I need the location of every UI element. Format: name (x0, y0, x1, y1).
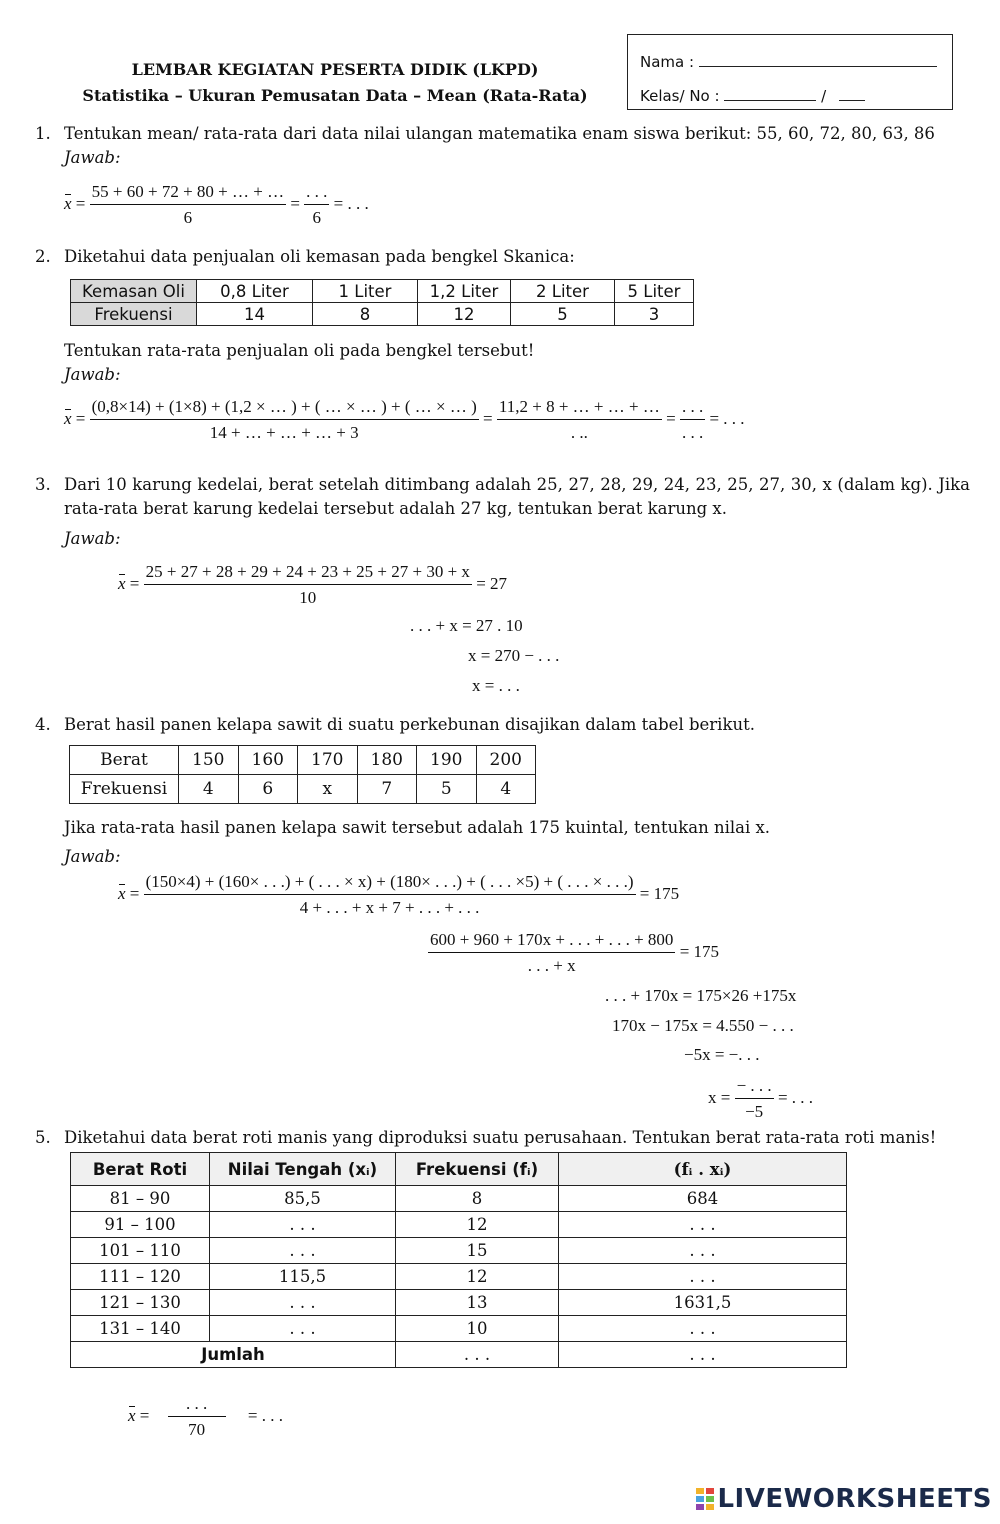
q4-step-4: x = $\frac{- . . .}{-5}$ = . . . (708, 1076, 814, 1121)
q2-denominator[interactable]: 14 + … + … + … + 3 (209, 423, 359, 442)
q4-denominator[interactable]: 4 + . . . + x + 7 + . . . + . . . (299, 898, 480, 917)
q4-question: Jika rata-rata hasil panen kelapa sawit tersebut adalah 175 kuintal, tentukan nilai x. (64, 818, 771, 837)
question-number: 2. (35, 247, 51, 266)
q5-result[interactable]: = . . . (247, 1405, 283, 1425)
q2-freq-answer[interactable]: . .. (570, 423, 588, 442)
table-row: 101 – 110 . . . 15 . . . (71, 1238, 847, 1264)
q2-question: Tentukan rata-rata penjualan oli pada bengkel tersebut! (64, 341, 535, 360)
mean-symbol: x (64, 193, 72, 213)
q3-numerator: 25 + 27 + 28 + 29 + 24 + 23 + 25 + 27 + 30 + x (144, 562, 472, 585)
q4-formula-2: $\frac{600 + 960 + 170x + . . . + . . . + 800}{. . . + x}$ = 175 (430, 930, 720, 975)
question-text: Diketahui data berat roti manis yang diproduksi suatu perusahaan. Tentukan berat rata-rata roti manis! (64, 1128, 937, 1147)
q2-sum-answer[interactable]: 11,2 + 8 + … + … + … (497, 397, 662, 420)
q4-step-2[interactable]: 170x − 175x = 4.550 − . . . (612, 1016, 794, 1035)
palm-harvest-table (69, 745, 536, 804)
table-row: 91 – 100 . . . 12 . . . (71, 1212, 847, 1238)
table-row: Frekuensi 14 8 12 5 3 (71, 303, 694, 326)
q4-step-3[interactable]: −5x = −. . . (684, 1045, 760, 1064)
nama-field[interactable] (699, 52, 937, 67)
q1-numerator[interactable]: 55 + 60 + 72 + 80 + … + … (90, 182, 286, 205)
table-row: 81 – 90 85,5 8 684 (71, 1186, 847, 1212)
q4-result[interactable]: = . . . (777, 1087, 814, 1107)
question-text: Tentukan mean/ rata-rata dari data nilai ulangan matematika enam siswa berikut: 55, 60, 72, 80, 63, 86 (64, 124, 935, 143)
total-frequency[interactable]: . . . (396, 1342, 559, 1368)
question-number: 5. (35, 1128, 51, 1147)
worksheet-title: LEMBAR KEGIATAN PESERTA DIDIK (LKPD) (131, 60, 539, 79)
q4-step-1[interactable]: . . . + 170x = 175×26 +175x (605, 986, 797, 1005)
kelas-field[interactable] (724, 86, 816, 101)
table-row: 111 – 120 115,5 12 . . . (71, 1264, 847, 1290)
question-text: Berat hasil panen kelapa sawit di suatu perkebunan disajikan dalam tabel berikut. (64, 715, 755, 734)
jawab-label: Jawab: (64, 365, 121, 384)
q3-step-1[interactable]: . . . + x = 27 . 10 (410, 616, 523, 635)
logo-blocks-icon (696, 1487, 714, 1509)
bread-weight-table (70, 1152, 847, 1368)
q2-result[interactable]: = . . . (709, 408, 745, 428)
question-number: 3. (35, 475, 51, 494)
table-row: 121 – 130 . . . 13 1631,5 (71, 1290, 847, 1316)
table-row: Kemasan Oli 0,8 Liter 1 Liter 1,2 Liter 2 Liter 5 Liter (71, 280, 694, 303)
q5-numerator[interactable]: . . . (168, 1394, 226, 1417)
q1-result[interactable]: = . . . (333, 193, 369, 213)
question-number: 4. (35, 715, 51, 734)
q3-step-3[interactable]: x = . . . (472, 676, 520, 695)
table-row: Frekuensi 4 6 x 7 5 4 (70, 775, 536, 804)
question-text: Dari 10 karung kedelai, berat setelah ditimbang adalah 25, 27, 28, 29, 24, 23, 25, 27, 30, x (dalam kg). Jika rata-rata berat karung kedelai tersebut adalah 27 kg, tentukan berat karung x. (64, 475, 970, 518)
q1-sum-answer[interactable]: . . . (304, 182, 329, 205)
q2-numerator[interactable]: (0,8×14) + (1×8) + (1,2 × … ) + ( … × … ) + ( … × … ) (90, 397, 479, 420)
table-row: Berat 150 160 170 180 190 200 (70, 746, 536, 775)
jawab-label: Jawab: (64, 847, 121, 866)
q5-formula: x = $\frac{. . .}{70}$ = . . . (128, 1394, 283, 1439)
q3-step-2[interactable]: x = 270 − . . . (468, 646, 560, 665)
nomor-field[interactable] (839, 86, 865, 101)
liveworksheets-logo: LIVEWORKSHEETS (696, 1484, 992, 1514)
worksheet-subtitle: Statistika – Ukuran Pemusatan Data – Mean (Rata-Rata) (82, 86, 588, 105)
q1-denominator: 6 (183, 208, 193, 227)
oil-sales-table (70, 279, 694, 326)
jawab-label: Jawab: (64, 148, 121, 167)
q1-formula: x = $\frac{55 + 60 + 72 + 80 + \dots + \dots}{6}$ = $\frac{. . .}{6}$ = . . . (64, 182, 369, 227)
table-row: 131 – 140 . . . 10 . . . (71, 1316, 847, 1342)
q3-formula: x = $\frac{25 + 27 + 28 + 29 + 24 + 23 + 25 + 27 + 30 + x}{10}$ = 27 (118, 562, 508, 607)
kelas-separator: / (821, 87, 827, 105)
total-fx[interactable]: . . . (559, 1342, 847, 1368)
kelas-label: Kelas/ No : (640, 87, 720, 105)
jawab-label: Jawab: (64, 529, 121, 548)
nama-label: Nama : (640, 53, 695, 71)
q4-formula: x = (150×4) + (160× . . .) + ( . . . × x) + (180× . . .) + ( . . . ×5) + ( . . . × . . .) 4 + . . . + x + 7 + . . . + . . . = 175 (118, 872, 680, 917)
q4-denominator-2[interactable]: . . . + x (527, 956, 576, 975)
table-total-row: Jumlah . . . . . . (71, 1342, 847, 1368)
student-info-box (627, 34, 953, 110)
q4-numerator[interactable]: (150×4) + (160× . . .) + ( . . . × x) + (180× . . .) + ( . . . ×5) + ( . . . × . . .) (144, 872, 636, 895)
question-number: 1. (35, 124, 51, 143)
q4-numerator-2[interactable]: 600 + 960 + 170x + . . . + . . . + 800 (428, 930, 675, 953)
q2-formula: x = $\frac{(0,8\times 14) + (1\times 8) + (1,2 \times \dots ) + ( \dots \times \dots ) + ( \dots \times \dots )}{14 + \dots + \dots + \dots + 3}$ = $\frac{11,2 + 8 + \dots + \dots + \dots}{. ..}$ = $\frac{. . .}{. . .}$ = . . . (64, 397, 745, 442)
table-header-row: Berat Roti Nilai Tengah (xᵢ) Frekuensi (fᵢ) (fᵢ . xᵢ) (71, 1153, 847, 1186)
question-text: Diketahui data penjualan oli kemasan pada bengkel Skanica: (64, 247, 575, 266)
